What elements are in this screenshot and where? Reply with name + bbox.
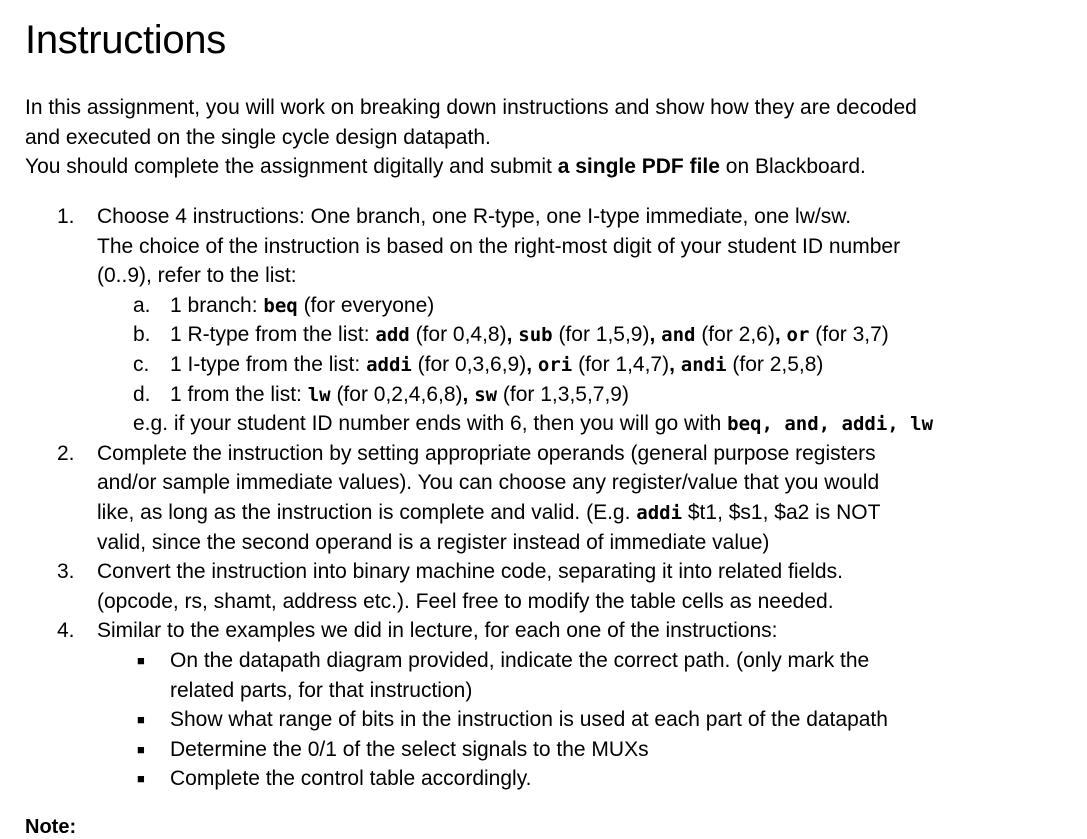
text: (for 1,3,5,7,9) bbox=[497, 382, 629, 406]
list-item-continued bbox=[0, 528, 1087, 558]
item-number: 1. bbox=[57, 205, 75, 228]
text: (for 0,2,4,6,8) bbox=[330, 382, 463, 406]
code-beq: beq bbox=[263, 294, 298, 317]
text: like, as long as the instruction is complete and valid. (E.g. bbox=[97, 500, 637, 524]
text: (for 0,4,8) bbox=[409, 323, 507, 347]
code-example: beq, and, addi, lw bbox=[727, 413, 934, 436]
code-and: and bbox=[661, 324, 696, 347]
bullet-text: Show what range of bits in the instruction is used at each part of the datapath bbox=[170, 708, 888, 732]
bullet-text: related parts, for that instruction) bbox=[170, 678, 473, 702]
sub-item-letter: c. bbox=[133, 352, 150, 376]
code-ori: ori bbox=[537, 353, 573, 376]
sub-item-d bbox=[0, 380, 1087, 410]
list-item-continued bbox=[0, 587, 1087, 617]
page-title: Instructions bbox=[25, 18, 226, 62]
bullet-item bbox=[0, 646, 1087, 676]
text: 1 R-type from the list: bbox=[170, 323, 376, 347]
sub-item-b bbox=[0, 320, 1087, 350]
text: (for 0,3,6,9) bbox=[411, 352, 527, 376]
text: e.g. if your student ID number ends with 6, then you will go with bbox=[133, 412, 728, 436]
sub-item-text bbox=[170, 320, 889, 351]
list-item-continued bbox=[0, 498, 1087, 528]
bullet-text: On the datapath diagram provided, indicate the correct path. (only mark the bbox=[170, 648, 870, 672]
list-item-continued bbox=[0, 232, 1087, 262]
item-text: Complete the instruction by setting appropriate operands (general purpose registers bbox=[97, 441, 876, 465]
sub-item-a bbox=[0, 291, 1087, 321]
separator: , bbox=[506, 323, 519, 347]
list-item bbox=[0, 439, 1087, 469]
item-number: 4. bbox=[57, 619, 75, 643]
square-bullet-icon: ■ bbox=[137, 712, 145, 728]
item-text: Similar to the examples we did in lecture, for each one of the instructions: bbox=[97, 619, 778, 643]
code-or: or bbox=[786, 324, 810, 347]
separator: , bbox=[526, 352, 538, 376]
text: $t1, $s1, $a2 is NOT bbox=[682, 500, 881, 524]
text: (for 1,4,7) bbox=[572, 352, 670, 376]
item-text: valid, since the second operand is a register instead of immediate value) bbox=[97, 530, 770, 554]
square-bullet-icon: ■ bbox=[137, 741, 145, 757]
bullet-item bbox=[0, 735, 1087, 765]
sub-item-letter: a. bbox=[133, 293, 151, 317]
text: 1 branch: bbox=[170, 293, 264, 317]
example-text bbox=[133, 409, 933, 440]
square-bullet-icon: ■ bbox=[137, 652, 145, 668]
code-add: add bbox=[375, 324, 410, 347]
example-line bbox=[0, 409, 1087, 439]
list-item bbox=[0, 616, 1087, 646]
text: (for 2,5,8) bbox=[726, 352, 824, 376]
item-number: 2. bbox=[57, 441, 75, 465]
item-text: Convert the instruction into binary machine code, separating it into related fields. bbox=[97, 560, 843, 584]
item-text: Choose 4 instructions: One branch, one R-type, one I-type immediate, one lw/sw. bbox=[97, 205, 852, 228]
bullet-text: Determine the 0/1 of the select signals to the MUXs bbox=[170, 737, 649, 761]
sub-item-letter: b. bbox=[133, 323, 151, 347]
code-addi: addi bbox=[366, 353, 412, 376]
intro-line bbox=[25, 152, 1065, 182]
sub-item-letter: d. bbox=[133, 382, 151, 406]
code-andi: andi bbox=[680, 353, 727, 376]
bullet-item bbox=[0, 764, 1087, 794]
intro-text: You should complete the assignment digitally and submit bbox=[25, 155, 558, 178]
text: 1 I-type from the list: bbox=[170, 352, 367, 376]
code-sw: sw bbox=[474, 383, 498, 406]
instructions-list bbox=[0, 202, 1087, 794]
sub-item-text bbox=[170, 350, 823, 381]
intro-emphasis: a single PDF file bbox=[557, 155, 720, 178]
list-item-continued bbox=[0, 261, 1087, 291]
intro-text: on Blackboard. bbox=[719, 155, 866, 178]
code-sub: sub bbox=[518, 324, 553, 347]
list-item bbox=[0, 202, 1087, 232]
item-text: (opcode, rs, shamt, address etc.). Feel free to modify the table cells as needed. bbox=[97, 589, 834, 613]
intro-paragraph bbox=[25, 93, 1065, 182]
code-lw: lw bbox=[307, 383, 331, 406]
sub-item-c bbox=[0, 350, 1087, 380]
text: (for everyone) bbox=[297, 293, 435, 317]
separator: , bbox=[649, 323, 662, 347]
text: (for 1,5,9) bbox=[552, 323, 650, 347]
text: 1 from the list: bbox=[170, 382, 308, 406]
intro-line: In this assignment, you will work on breaking down instructions and show how they are decoded bbox=[25, 96, 917, 119]
list-item-continued bbox=[0, 468, 1087, 498]
note-heading: Note: bbox=[25, 816, 77, 838]
sub-item-text bbox=[170, 380, 629, 411]
item-text: The choice of the instruction is based on the right-most digit of your student ID number bbox=[97, 234, 901, 258]
item-text: (0..9), refer to the list: bbox=[97, 264, 297, 288]
square-bullet-icon: ■ bbox=[137, 771, 145, 787]
bullet-text: Complete the control table accordingly. bbox=[170, 767, 532, 791]
separator: , bbox=[774, 323, 787, 347]
code-addi: addi bbox=[636, 501, 683, 524]
bullet-item-continued bbox=[0, 676, 1087, 706]
separator: , bbox=[669, 352, 681, 376]
text: (for 2,6) bbox=[695, 323, 775, 347]
bullet-item bbox=[0, 705, 1087, 735]
sub-item-text bbox=[170, 291, 434, 322]
item-number: 3. bbox=[57, 560, 75, 584]
item-text bbox=[97, 498, 880, 529]
item-text: and/or sample immediate values). You can choose any register/value that you would bbox=[97, 471, 880, 495]
intro-line: and executed on the single cycle design datapath. bbox=[25, 125, 491, 149]
text: (for 3,7) bbox=[809, 323, 889, 347]
list-item bbox=[0, 557, 1087, 587]
separator: , bbox=[462, 382, 475, 406]
